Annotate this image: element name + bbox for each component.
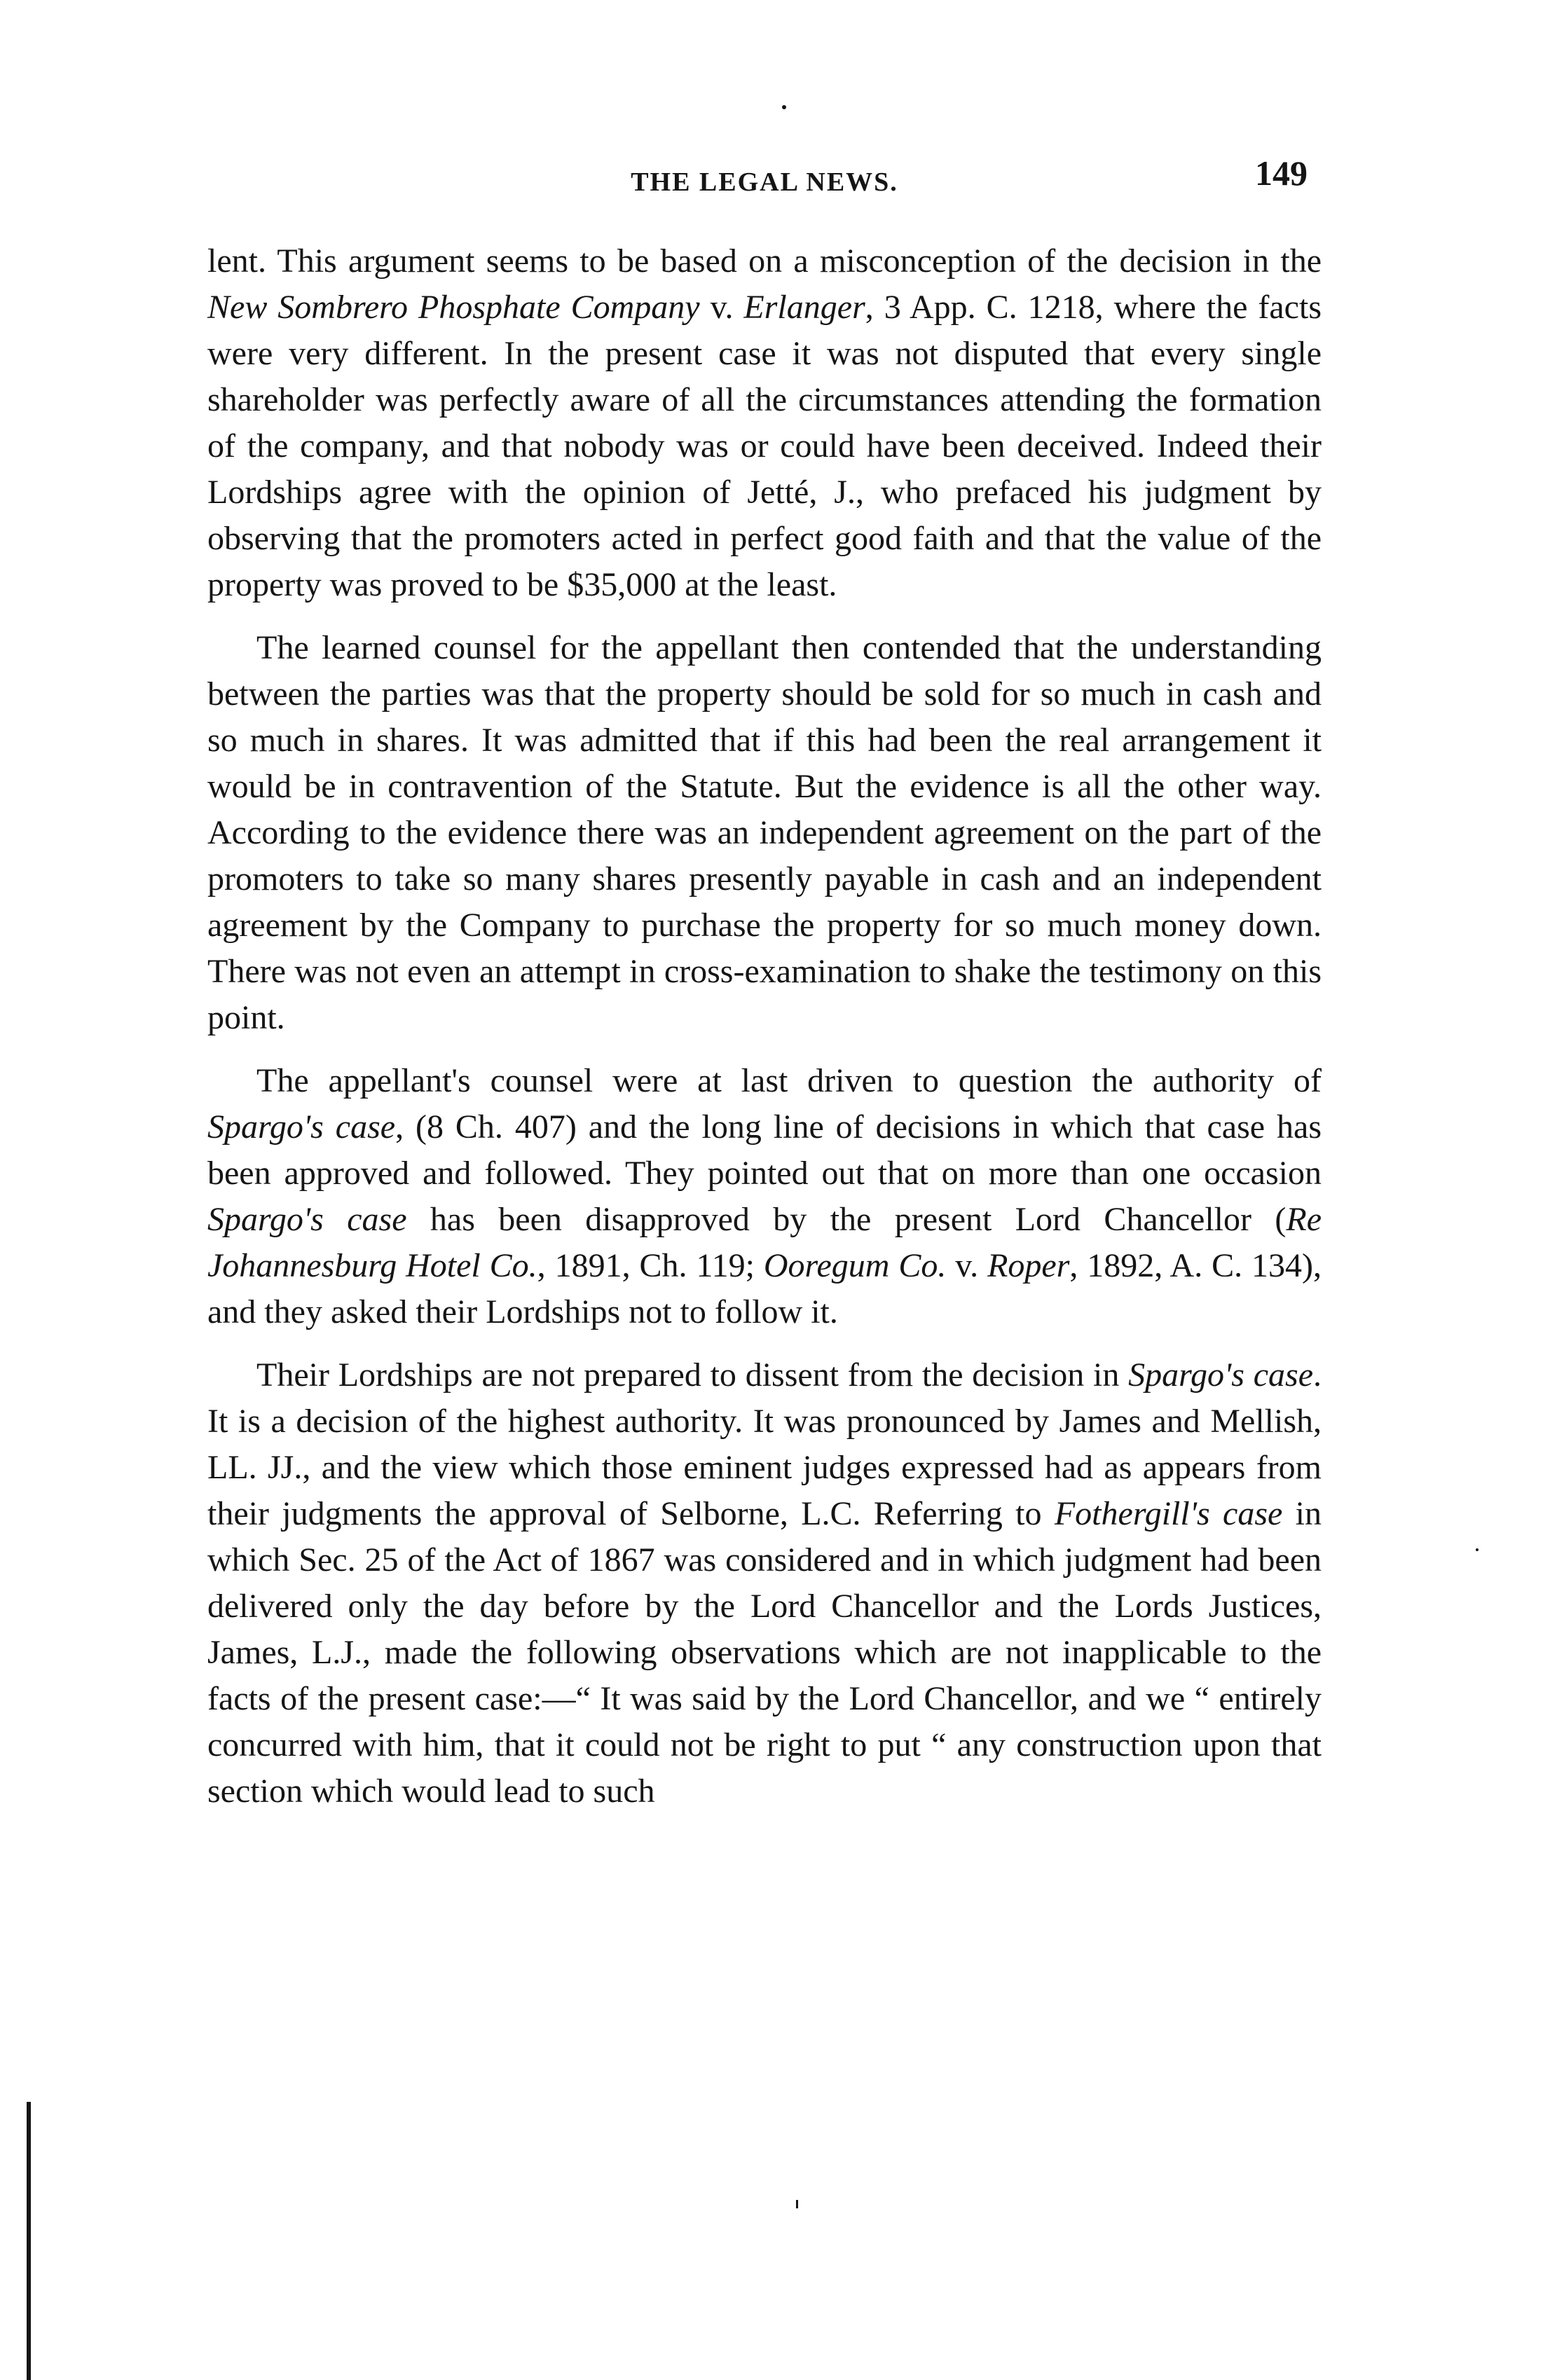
text-run: , 3 App. C. 1218, where the facts were very different. In the present case it was not disputed that every single shareholder was perfectly aware of all the circumstances attending the formation of the company, and that nobody was or could have been deceived. Indeed their Lordships agree with the opinion of Jetté, J., who prefaced his judgment by observing that the promoters acted in perfect good faith and that the value of the property was proved to be $35,000 at the least. — [207, 289, 1322, 603]
italic-citation: Fothergill's case — [1054, 1495, 1283, 1532]
text-run: Their Lordships are not prepared to dissent from the decision in — [256, 1356, 1129, 1394]
italic-citation: New Sombrero Phosphate Company — [207, 289, 700, 326]
text-run: v. — [946, 1247, 988, 1284]
italic-citation: Erlanger — [743, 289, 865, 326]
paragraph — [207, 238, 1322, 608]
page-header — [207, 153, 1322, 209]
italic-citation: Spargo's case — [207, 1108, 396, 1146]
text-run: v. — [699, 289, 744, 326]
article-body — [207, 238, 1322, 1831]
italic-citation: Spargo's case — [1128, 1356, 1313, 1394]
paragraph — [207, 1352, 1322, 1815]
italic-citation: Ooregum Co. — [763, 1247, 947, 1284]
italic-citation: Spargo's case — [207, 1201, 407, 1238]
text-run: , (8 Ch. 407) and the long line of decisions in which that case has been approved and followed. They pointed out that on more than one occasion — [207, 1108, 1322, 1192]
running-title: THE LEGAL NEWS. — [631, 167, 898, 197]
page-number: 149 — [1255, 153, 1308, 193]
text-run: in which Sec. 25 of the Act of 1867 was considered and in which judgment had been delivered only the day before by the Lord Chancellor and the Lords Justices, James, L.J., made the following observations which are not inapplicable to the facts of the present case:—“ It was said by the Lord Chancellor, and we “ entirely concurred with him, that it could not be right to put “ any construction upon that section which would lead to such — [207, 1495, 1322, 1810]
text-run: . It is a decision of the highest authority. It was pronounced by James and Mellish, LL. JJ., and the view which those eminent judges expressed had as appears from their judgments the approval of Selborne, L.C. Referring to — [207, 1356, 1322, 1532]
italic-citation: Roper — [987, 1247, 1070, 1284]
italic-citation: Re Johannesburg Hotel Co. — [207, 1201, 1322, 1284]
scan-edge-line — [27, 2102, 31, 2380]
paragraph — [207, 625, 1322, 1041]
text-run: The appellant's counsel were at last driven to question the authority of — [256, 1062, 1322, 1099]
text-run: lent. This argument seems to be based on a misconception of the decision in the — [207, 242, 1322, 280]
scan-speck — [1476, 1548, 1479, 1551]
scan-speck — [782, 105, 786, 109]
text-run: , 1892, A. C. 134), and they asked their Lordships not to follow it. — [207, 1247, 1322, 1330]
text-run: , 1891, Ch. 119; — [537, 1247, 764, 1284]
scan-speck — [796, 2200, 798, 2208]
text-run: has been disapproved by the present Lord Chancellor ( — [406, 1201, 1287, 1238]
paragraph — [207, 1058, 1322, 1335]
text-run: The learned counsel for the appellant then contended that the understanding between the parties was that the property should be sold for so much in cash and so much in shares. It was admitted that if this had been the real arrangement it would be in contravention of the Statute. But the evidence is all the other way. According to the evidence there was an independent agreement on the part of the promoters to take so many shares presently payable in cash and an independent agreement by the Company to purchase the property for so much money down. There was not even an attempt in cross-examination to shake the testimony on this point. — [207, 629, 1322, 1036]
